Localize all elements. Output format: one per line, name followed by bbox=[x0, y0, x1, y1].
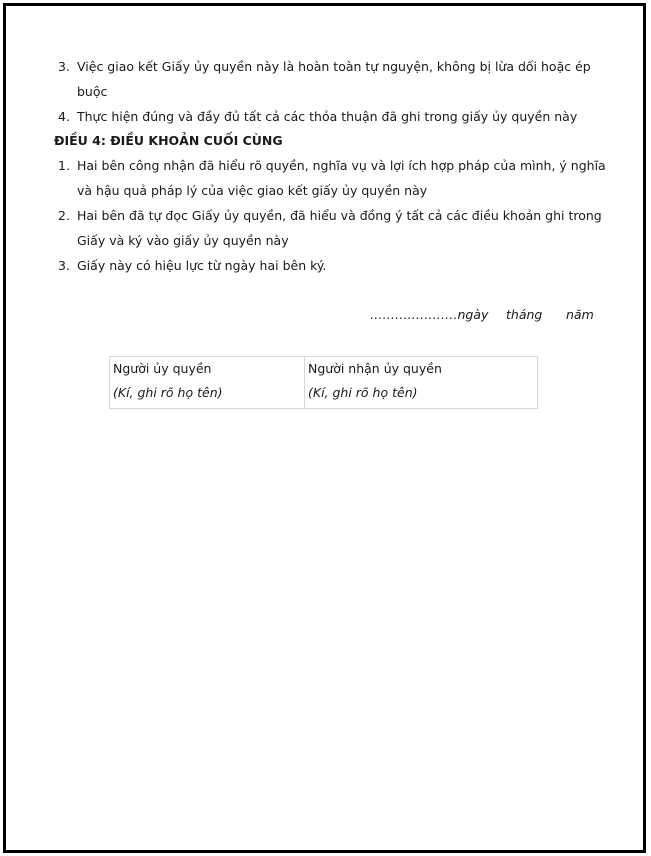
list-item-text: Hai bên công nhận đã hiểu rõ quyền, nghĩa vụ và lợi ích hợp pháp của mình, ý nghĩa bbox=[77, 158, 606, 173]
signature-cell-grantee bbox=[305, 357, 537, 408]
signature-table bbox=[109, 356, 538, 409]
signature-title: Người nhận ủy quyền bbox=[308, 361, 442, 376]
list-item-text: Thực hiện đúng và đầy đủ tất cả các thỏa thuận đã ghi trong giấy ủy quyền này bbox=[77, 109, 578, 124]
list-item-number: 1. bbox=[58, 158, 70, 173]
signature-note: (Kí, ghi rõ họ tên) bbox=[308, 385, 418, 400]
list-item-text: Giấy này có hiệu lực từ ngày hai bên ký. bbox=[77, 258, 327, 273]
list-item-text: Giấy và ký vào giấy ủy quyền này bbox=[77, 233, 289, 248]
date-month: tháng bbox=[506, 307, 543, 322]
signature-note: (Kí, ghi rõ họ tên) bbox=[113, 385, 223, 400]
list-item-number: 4. bbox=[58, 109, 70, 124]
signature-title: Người ủy quyền bbox=[113, 361, 212, 376]
list-item-number: 3. bbox=[58, 258, 70, 273]
list-item-text: buộc bbox=[77, 84, 108, 99]
list-item-number: 3. bbox=[58, 59, 70, 74]
article-heading: ĐIỀU 4: ĐIỀU KHOẢN CUỐI CÙNG bbox=[54, 133, 283, 148]
list-item-text: Việc giao kết Giấy ủy quyền này là hoàn toàn tự nguyện, không bị lừa dối hoặc ép bbox=[77, 59, 591, 74]
signature-cell-grantor bbox=[110, 357, 305, 408]
date-year: năm bbox=[566, 307, 594, 322]
list-item-text: và hậu quả pháp lý của việc giao kết giấy ủy quyền này bbox=[77, 183, 428, 198]
list-item-text: Hai bên đã tự đọc Giấy ủy quyền, đã hiểu và đồng ý tất cả các điều khoản ghi trong bbox=[77, 208, 602, 223]
date-day: …………………ngày bbox=[370, 307, 489, 322]
list-item-number: 2. bbox=[58, 208, 70, 223]
